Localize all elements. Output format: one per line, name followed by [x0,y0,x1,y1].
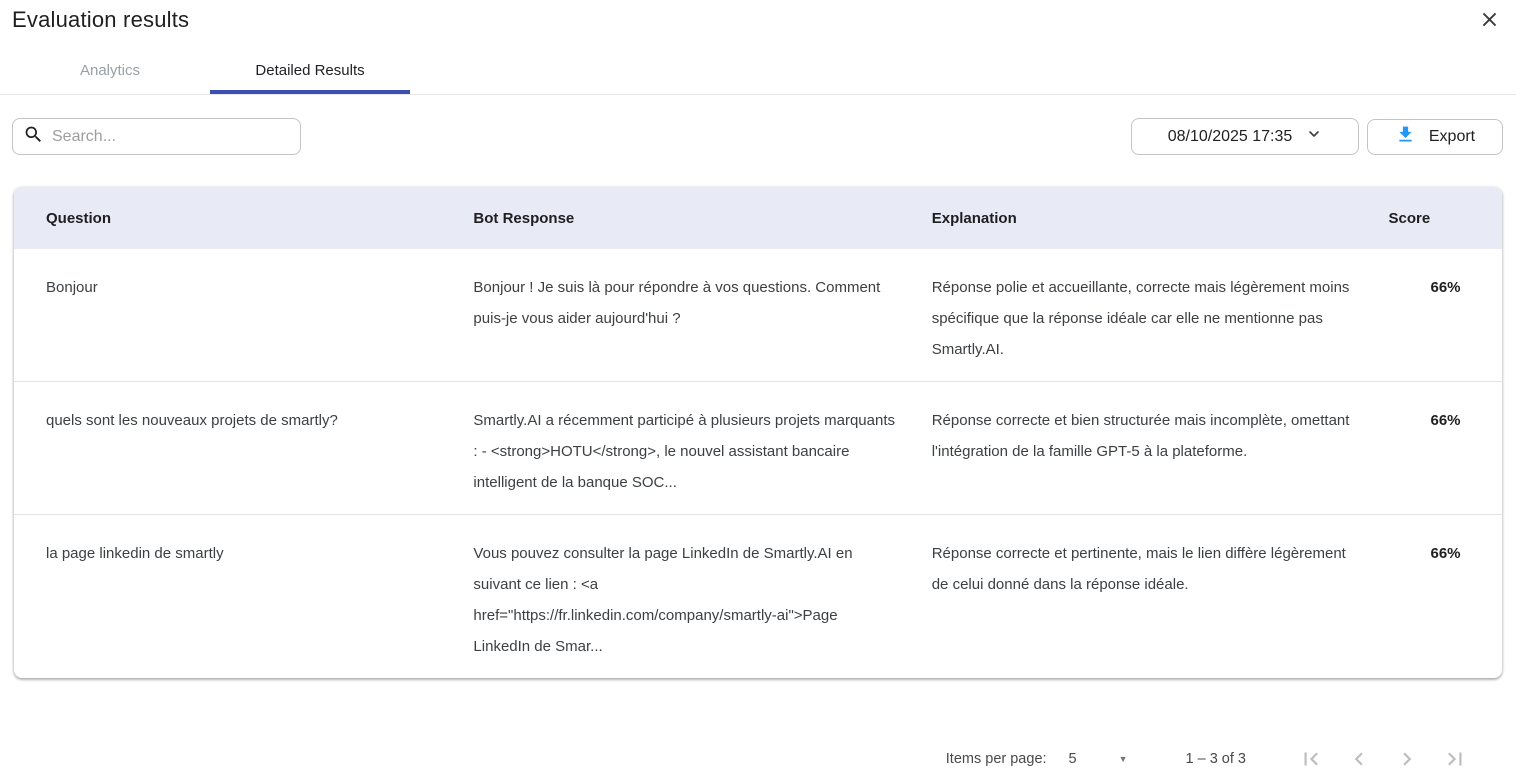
close-icon [1478,8,1501,34]
table-row [14,249,1502,382]
bot-response-cell: Vous pouvez consulter la page LinkedIn de Smartly.AI en suivant ce lien : <a href="https://fr.linkedin.com/company/smartly-ai">Page LinkedIn de Smar... [457,515,915,679]
pager-controls [1298,746,1468,772]
export-button-label: Export [1428,127,1476,145]
column-header-explanation: Explanation [916,187,1376,249]
column-header-question: Question [14,187,457,249]
close-button[interactable] [1476,8,1502,34]
dropdown-arrow-icon: ▼ [1118,754,1128,764]
toolbar-right [1131,118,1503,155]
download-icon [1395,124,1416,150]
first-page-icon [1298,746,1324,775]
table-row [14,515,1502,679]
results-table [14,187,1502,678]
score-cell: 66% [1430,279,1461,296]
page-range-label: 1 – 3 of 3 [1185,751,1246,767]
tab-analytics[interactable]: Analytics [10,46,210,94]
dialog-header [0,0,1516,33]
results-table-card [14,187,1502,678]
explanation-cell: Réponse correcte et pertinente, mais le lien diffère légèrement de celui donné dans la réponse idéale. [916,515,1376,679]
evaluation-run-select[interactable] [1131,118,1359,155]
bot-response-cell: Smartly.AI a récemment participé à plusieurs projets marquants : - <strong>HOTU</strong>, le nouvel assistant bancaire intelligent de la banque SOC... [457,382,915,515]
search-icon [23,124,44,150]
column-header-bot-response: Bot Response [457,187,915,249]
next-page-button[interactable] [1394,746,1420,772]
question-cell: quels sont les nouveaux projets de smartly? [14,382,457,515]
bot-response-cell: Bonjour ! Je suis là pour répondre à vos questions. Comment puis-je vous aider aujourd'hui ? [473,279,881,327]
first-page-button[interactable] [1298,746,1324,772]
question-cell: Bonjour [46,279,98,296]
export-button[interactable] [1367,119,1503,155]
evaluation-run-value: 08/10/2025 17:35 [1167,127,1293,145]
page-size-select[interactable] [1069,751,1128,767]
chevron-right-icon [1394,746,1420,775]
chevron-left-icon [1346,746,1372,775]
score-cell: 66% [1376,382,1503,515]
tab-bar [0,46,1516,95]
column-header-score: Score [1376,187,1503,249]
paginator [0,746,1468,772]
explanation-cell: Réponse polie et accueillante, correcte mais légèrement moins spécifique que la réponse idéale car elle ne mentionne pas Smartly.AI. [931,279,1350,358]
previous-page-button[interactable] [1346,746,1372,772]
toolbar [12,118,1503,155]
tab-detailed-results[interactable]: Detailed Results [210,46,410,94]
chevron-down-icon [1306,126,1322,147]
question-cell: la page linkedin de smartly [14,515,457,679]
items-per-page-label: Items per page: [945,751,1047,767]
search-input[interactable] [52,128,290,146]
table-row [14,382,1502,515]
page-size-value: 5 [1068,751,1077,767]
last-page-icon [1442,746,1468,775]
explanation-cell: Réponse correcte et bien structurée mais incomplète, omettant l'intégration de la famille GPT-5 à la plateforme. [916,382,1376,515]
score-cell: 66% [1376,515,1503,679]
active-tab-indicator [210,90,410,94]
last-page-button[interactable] [1442,746,1468,772]
table-header-row [14,187,1502,249]
search-box [12,118,301,155]
page-title: Evaluation results [12,7,190,32]
